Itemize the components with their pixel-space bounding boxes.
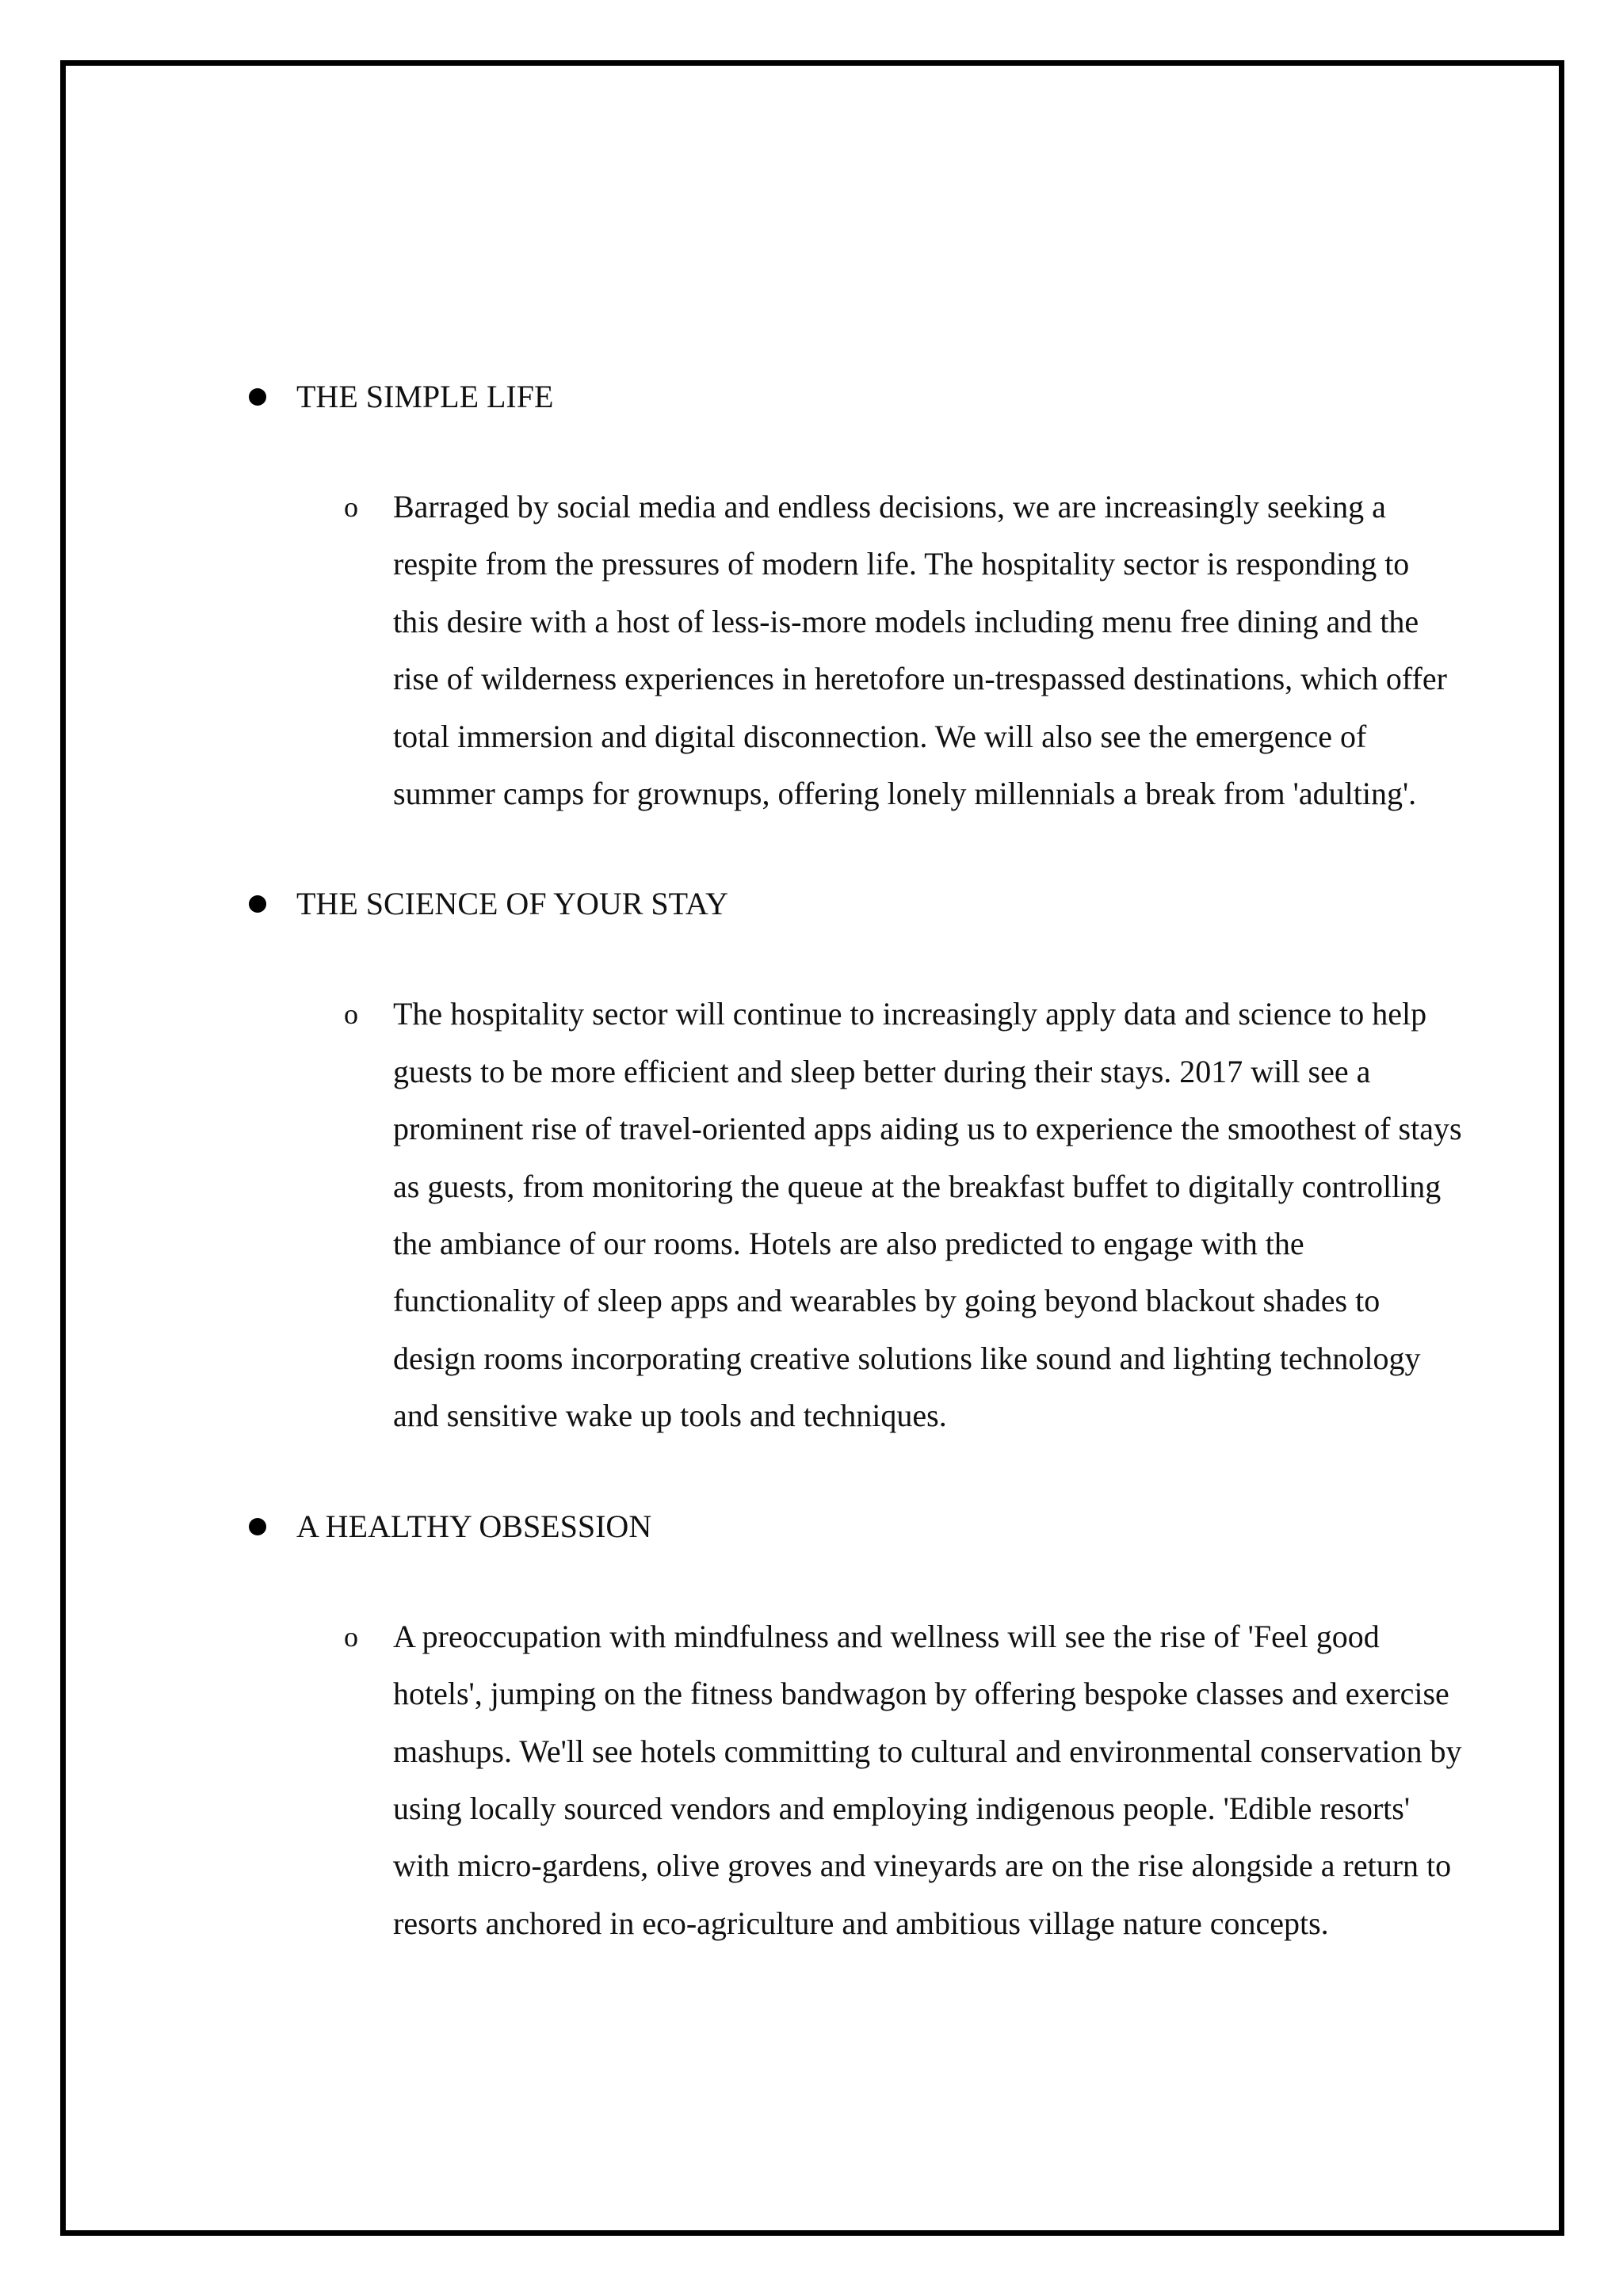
document-body bbox=[242, 372, 1462, 1952]
bullet-icon bbox=[249, 895, 266, 913]
paragraph-text: A preoccupation with mindfulness and wellness will see the rise of 'Feel good hotels', jumping on the fitness bandwagon by offering bespoke classes and exercise mashups. We'll see hotels committing to cultural and environmental conservation by using locally sourced vendors and employing indigenous people. 'Edible resorts' with micro-gardens, olive groves and vineyards are on the rise alongside a return to resorts anchored in eco-agriculture and ambitious village nature concepts. bbox=[393, 1618, 1462, 1941]
bullet-icon bbox=[249, 1518, 266, 1535]
section-simple-life bbox=[242, 372, 1447, 822]
heading-text: THE SIMPLE LIFE bbox=[296, 379, 554, 414]
heading-text: THE SCIENCE OF YOUR STAY bbox=[296, 886, 728, 922]
hollow-bullet-icon: o bbox=[344, 1620, 358, 1653]
paragraph-text: The hospitality sector will continue to increasingly apply data and science to help guests to be more efficient and sleep better during their stays. 2017 will see a prominent rise of travel-oriented apps aiding us to experience the smoothest of stays as guests, from monitoring the queue at the breakfast buffet to digitally controlling the ambiance of our rooms. Hotels are also predicted to engage with the functionality of sleep apps and wearables by going beyond blackout shades to design rooms incorporating creative solutions like sound and lighting technology and sensitive wake up tools and techniques. bbox=[393, 996, 1462, 1434]
hollow-bullet-icon: o bbox=[344, 998, 358, 1031]
bullet-icon bbox=[249, 388, 266, 406]
sub-bullet-item bbox=[242, 1608, 1463, 1952]
hollow-bullet-icon: o bbox=[344, 491, 358, 523]
sub-bullet-item bbox=[242, 986, 1463, 1444]
section-science-of-stay bbox=[242, 879, 1462, 1444]
section-heading bbox=[242, 1502, 1447, 1551]
sub-bullet-item bbox=[242, 479, 1463, 822]
section-healthy-obsession bbox=[242, 1502, 1462, 1952]
section-heading bbox=[242, 372, 1447, 421]
heading-text: A HEALTHY OBSESSION bbox=[296, 1508, 652, 1544]
paragraph-text: Barraged by social media and endless decisions, we are increasingly seeking a respite from the pressures of modern life. The hospitality sector is responding to this desire with a host of less-is-more models including menu free dining and the rise of wilderness experiences in heretofore un-trespassed destinations, which offer total immersion and digital disconnection. We will also see the emergence of summer camps for grownups, offering lonely millennials a break from 'adulting'. bbox=[393, 489, 1447, 812]
section-heading bbox=[242, 879, 1447, 929]
